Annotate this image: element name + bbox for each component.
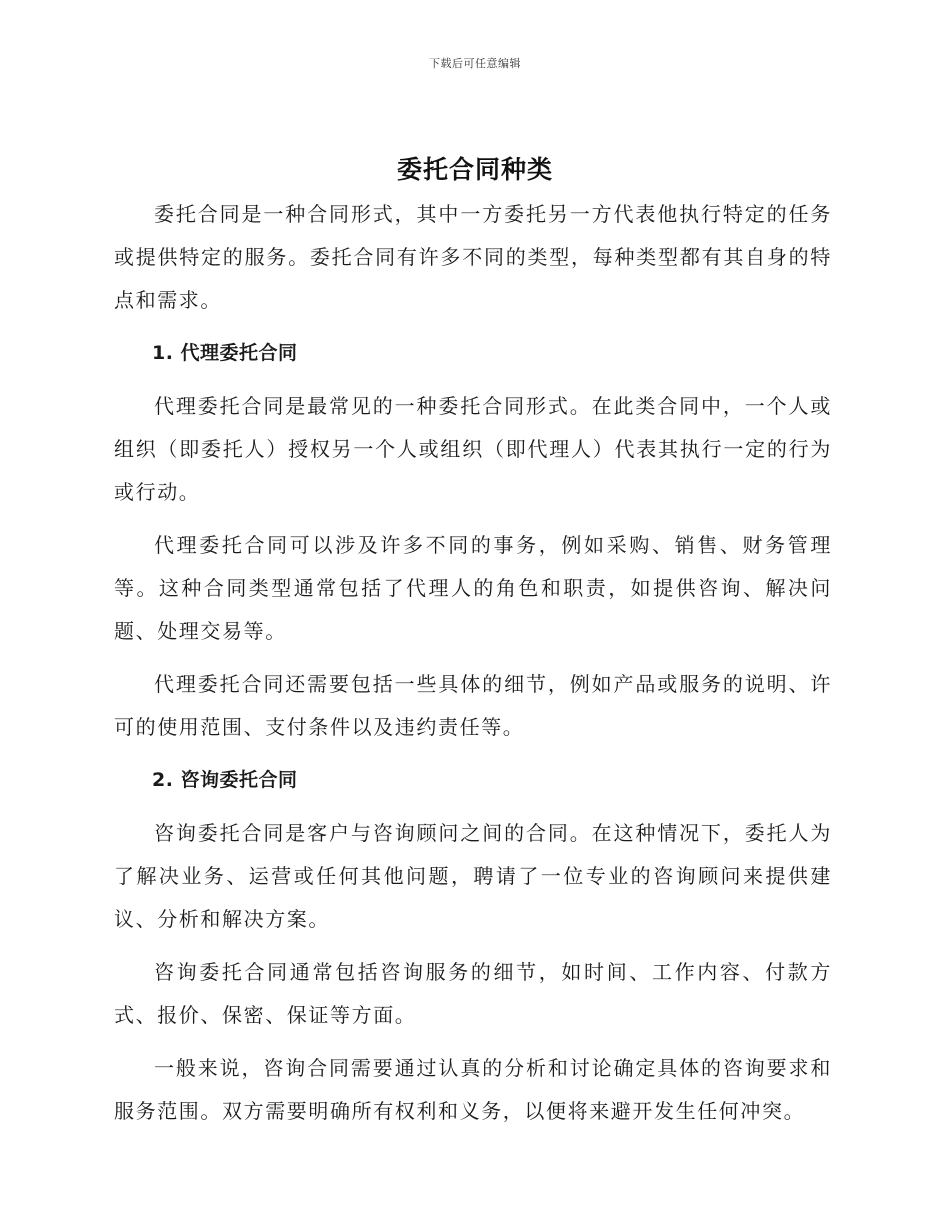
document-title: 委托合同种类 bbox=[396, 155, 553, 184]
section-heading-agency: 1. 代理委托合同 bbox=[152, 342, 298, 364]
paragraph: 代理委托合同是最常见的一种委托合同形式。在此类合同中，一个人或组织（即委托人）授权另一个人或组织（即代理人）代表其执行一定的行为或行动。 bbox=[114, 394, 832, 504]
paragraph: 代理委托合同还需要包括一些具体的细节，例如产品或服务的说明、许可的使用范围、支付条件以及违约责任等。 bbox=[114, 672, 832, 739]
paragraph: 咨询委托合同是客户与咨询顾问之间的合同。在这种情况下，委托人为了解决业务、运营或任何其他问题，聘请了一位专业的咨询顾问来提供建议、分析和解决方案。 bbox=[114, 821, 832, 931]
paragraph: 代理委托合同可以涉及许多不同的事务，例如采购、销售、财务管理等。这种合同类型通常包括了代理人的角色和职责，如提供咨询、解决问题、处理交易等。 bbox=[114, 533, 832, 643]
paragraph: 咨询委托合同通常包括咨询服务的细节，如时间、工作内容、付款方式、报价、保密、保证等方面。 bbox=[114, 960, 832, 1027]
document-body bbox=[114, 193, 832, 1143]
paragraph: 一般来说，咨询合同需要通过认真的分析和讨论确定具体的咨询要求和服务范围。双方需要明确所有权利和义务，以便将来避开发生任何冲突。 bbox=[114, 1056, 832, 1123]
header-note: 下载后可任意编辑 bbox=[429, 57, 521, 70]
intro-paragraph: 委托合同是一种合同形式，其中一方委托另一方代表他执行特定的任务或提供特定的服务。委托合同有许多不同的类型，每种类型都有其自身的特点和需求。 bbox=[114, 202, 832, 312]
section-heading-consulting: 2. 咨询委托合同 bbox=[152, 769, 298, 791]
